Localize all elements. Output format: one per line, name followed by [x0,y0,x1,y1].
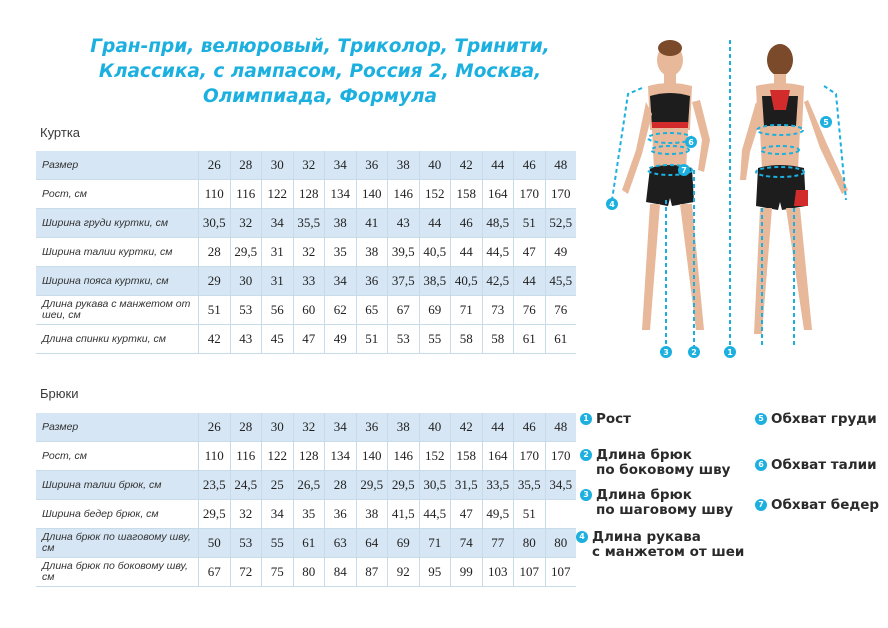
legend-number-icon: 1 [580,413,592,425]
table-cell: 80 [514,529,546,558]
table-cell: 110 [199,180,231,209]
table-cell: 36 [356,151,388,180]
table-cell: 99 [451,558,483,587]
table-cell: 29,5 [356,471,388,500]
table-cell: 71 [451,296,483,325]
table-cell: 65 [356,296,388,325]
table-cell: 52,5 [545,209,576,238]
table-cell: 48,5 [482,209,514,238]
title-line-2: Классика, с лампасом, Россия 2, Москва, [98,61,542,82]
legend-label: Длина брюк по боковому шву [596,447,731,478]
table-cell: 152 [419,180,451,209]
table-cell: 38 [356,238,388,267]
row-label: Размер [36,413,199,442]
table-cell: 36 [356,267,388,296]
table-cell: 42 [199,325,231,354]
jacket-size-table [36,151,576,354]
table-cell: 34 [262,209,294,238]
table-cell: 26 [199,413,231,442]
table-cell: 73 [482,296,514,325]
table-cell: 122 [262,180,294,209]
table-cell: 140 [356,180,388,209]
table-cell: 28 [199,238,231,267]
table-cell: 75 [262,558,294,587]
table-cell: 77 [482,529,514,558]
row-label: Ширина талии брюк, см [36,471,199,500]
table-cell: 146 [388,180,420,209]
table-cell: 46 [451,209,483,238]
table-row [36,296,576,325]
table-cell: 34,5 [545,471,576,500]
table-cell: 41 [356,209,388,238]
marker-number: 3 [663,348,669,357]
table-cell: 43 [388,209,420,238]
table-cell: 44,5 [419,500,451,529]
table-cell: 84 [325,558,357,587]
legend-label: Обхват груди [771,411,877,427]
marker-number: 2 [691,348,697,357]
table-cell: 53 [230,529,262,558]
table-cell: 28 [230,151,262,180]
table-cell: 164 [482,180,514,209]
table-cell: 58 [482,325,514,354]
table-row [36,471,576,500]
back-figure [740,44,848,334]
table-cell: 71 [419,529,451,558]
marker-number: 7 [681,166,687,175]
table-cell: 116 [230,442,262,471]
table-row [36,558,576,587]
table-cell: 60 [293,296,325,325]
table-cell: 47 [293,325,325,354]
table-cell: 53 [230,296,262,325]
table-cell: 43 [230,325,262,354]
table-cell: 34 [262,500,294,529]
table-cell: 72 [230,558,262,587]
table-cell: 87 [356,558,388,587]
row-label: Длина рукава с манжетом от шеи, см [36,296,199,325]
row-label: Рост, см [36,180,199,209]
table-row [36,413,576,442]
table-cell: 30,5 [199,209,231,238]
table-cell: 34 [325,151,357,180]
table-cell: 47 [451,500,483,529]
marker-number: 1 [727,348,733,357]
legend-item [755,498,879,513]
table-cell: 40,5 [419,238,451,267]
table-cell: 67 [199,558,231,587]
table-cell: 63 [325,529,357,558]
row-label: Длина брюк по шаговому шву, см [36,529,199,558]
table-cell: 134 [325,442,357,471]
table-cell: 26 [199,151,231,180]
legend-number-icon: 4 [576,531,588,543]
table-cell: 47 [514,238,546,267]
table-cell: 48 [545,413,576,442]
table-cell: 39,5 [388,238,420,267]
table-cell: 23,5 [199,471,231,500]
row-label: Ширина пояса куртки, см [36,267,199,296]
row-label: Ширина талии куртки, см [36,238,199,267]
table-cell: 36 [356,413,388,442]
table-cell: 44 [482,151,514,180]
table-cell: 32 [230,209,262,238]
legend-number-icon: 7 [755,499,767,511]
legend-item [755,412,877,427]
model-illustration [580,30,880,365]
table-cell: 44 [514,267,546,296]
legend-label: Длина рукава с манжетом от шеи [592,529,745,560]
table-cell: 110 [199,442,231,471]
legend-number-icon: 3 [580,489,592,501]
table-cell: 42,5 [482,267,514,296]
table-cell: 37,5 [388,267,420,296]
pants-size-table [36,413,576,587]
table-cell: 146 [388,442,420,471]
table-cell: 55 [419,325,451,354]
table-cell: 26,5 [293,471,325,500]
table-cell: 107 [514,558,546,587]
table-cell: 31 [262,238,294,267]
table-cell: 48 [545,151,576,180]
table-cell: 35,5 [293,209,325,238]
table-cell: 80 [293,558,325,587]
table-cell: 92 [388,558,420,587]
table-row [36,529,576,558]
marker-number: 5 [823,118,829,127]
table-cell: 35,5 [514,471,546,500]
table-cell: 40 [419,413,451,442]
table-cell: 61 [514,325,546,354]
table-cell: 50 [199,529,231,558]
table-cell: 32 [230,500,262,529]
table-cell: 31 [262,267,294,296]
table-cell: 51 [199,296,231,325]
row-label: Длина спинки куртки, см [36,325,199,354]
table-cell: 38,5 [419,267,451,296]
table-cell: 38 [325,209,357,238]
marker-number: 4 [609,200,615,209]
table-cell: 30 [230,267,262,296]
table-cell: 29,5 [230,238,262,267]
table-cell: 46 [514,413,546,442]
legend-label: Обхват бедер [771,497,880,513]
table-cell: 76 [545,296,576,325]
legend-item [580,488,733,518]
table-cell: 45 [262,325,294,354]
table-cell: 46 [514,151,546,180]
table-cell: 51 [514,500,546,529]
legend-number-icon: 5 [755,413,767,425]
row-label: Длина брюк по боковому шву, см [36,558,199,587]
table-cell: 34 [325,267,357,296]
legend-label: Длина брюк по шаговому шву [596,487,734,518]
table-row [36,180,576,209]
table-cell: 128 [293,442,325,471]
table-cell: 31,5 [451,471,483,500]
table-cell: 41,5 [388,500,420,529]
table-cell: 33,5 [482,471,514,500]
row-label: Рост, см [36,442,199,471]
table-cell: 164 [482,442,514,471]
table-cell: 32 [293,413,325,442]
legend-item [580,412,631,427]
table-cell: 42 [451,151,483,180]
table-cell: 45,5 [545,267,576,296]
table-cell: 170 [514,180,546,209]
table-cell: 44 [482,413,514,442]
legend-number-icon: 2 [580,449,592,461]
table-cell: 29,5 [388,471,420,500]
table-cell: 69 [419,296,451,325]
table-cell: 44 [451,238,483,267]
table-cell: 152 [419,442,451,471]
table-cell: 38 [388,151,420,180]
table-cell: 40 [419,151,451,180]
table-cell: 62 [325,296,357,325]
legend-item [580,448,730,478]
title-line-1: Гран-при, велюровый, Триколор, Тринити, [90,36,550,57]
legend-number-icon: 6 [755,459,767,471]
table-cell: 33 [293,267,325,296]
table-row [36,500,576,529]
table-cell: 38 [356,500,388,529]
table-row [36,325,576,354]
legend-label: Обхват талии [771,457,877,473]
page-title [70,34,570,109]
title-line-3: Олимпиада, Формула [203,86,437,107]
legend-item [576,530,744,560]
table-row [36,442,576,471]
table-row [36,209,576,238]
table-cell: 29,5 [199,500,231,529]
table-cell: 30 [262,413,294,442]
table-cell: 55 [262,529,294,558]
pants-section-label: Брюки [40,386,79,401]
table-cell: 51 [514,209,546,238]
table-cell: 44 [419,209,451,238]
table-cell: 35 [293,500,325,529]
table-cell: 30,5 [419,471,451,500]
table-cell: 158 [451,180,483,209]
table-cell: 44,5 [482,238,514,267]
table-cell: 122 [262,442,294,471]
table-cell: 170 [545,442,576,471]
table-cell: 32 [293,151,325,180]
table-cell: 49,5 [482,500,514,529]
marker-number: 6 [688,138,694,147]
table-cell: 49 [325,325,357,354]
table-cell: 64 [356,529,388,558]
row-label: Ширина бедер брюк, см [36,500,199,529]
table-cell: 107 [545,558,576,587]
table-cell: 38 [388,413,420,442]
table-cell: 28 [230,413,262,442]
table-cell: 24,5 [230,471,262,500]
table-cell: 158 [451,442,483,471]
table-cell: 116 [230,180,262,209]
table-row [36,267,576,296]
table-cell: 25 [262,471,294,500]
table-cell: 128 [293,180,325,209]
table-cell: 40,5 [451,267,483,296]
table-cell: 103 [482,558,514,587]
row-label: Размер [36,151,199,180]
table-cell: 34 [325,413,357,442]
table-cell: 32 [293,238,325,267]
table-cell: 51 [356,325,388,354]
model-figure-image [580,30,880,365]
table-cell: 69 [388,529,420,558]
table-row [36,238,576,267]
table-cell: 35 [325,238,357,267]
table-cell [545,500,576,529]
table-cell: 61 [293,529,325,558]
table-cell: 28 [325,471,357,500]
table-cell: 76 [514,296,546,325]
table-cell: 67 [388,296,420,325]
table-cell: 49 [545,238,576,267]
table-cell: 140 [356,442,388,471]
table-cell: 56 [262,296,294,325]
row-label: Ширина груди куртки, см [36,209,199,238]
table-cell: 170 [514,442,546,471]
legend-item [755,458,877,473]
table-cell: 29 [199,267,231,296]
table-cell: 95 [419,558,451,587]
table-cell: 80 [545,529,576,558]
table-cell: 53 [388,325,420,354]
jacket-section-label: Куртка [40,125,81,140]
table-row [36,151,576,180]
legend-label: Рост [596,411,631,427]
table-cell: 36 [325,500,357,529]
table-cell: 58 [451,325,483,354]
table-cell: 74 [451,529,483,558]
table-cell: 61 [545,325,576,354]
table-cell: 170 [545,180,576,209]
table-cell: 42 [451,413,483,442]
table-cell: 134 [325,180,357,209]
table-cell: 30 [262,151,294,180]
